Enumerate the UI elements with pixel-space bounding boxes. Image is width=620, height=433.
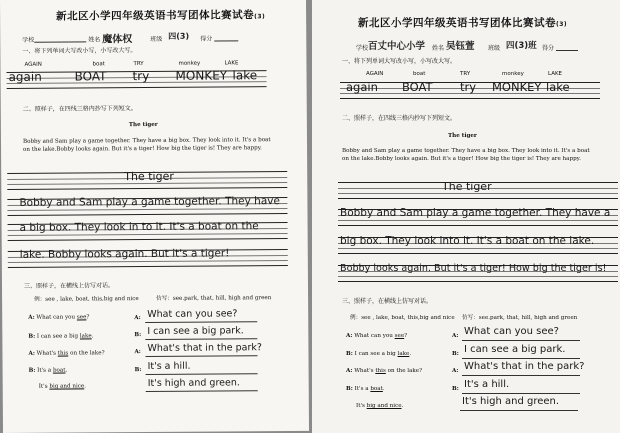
answer-2: BOAT: [402, 80, 433, 94]
dialogue-line: It's big and nice.: [38, 383, 87, 390]
word-4: monkey: [178, 60, 201, 67]
dialogue-line: A: What can you see?: [28, 314, 90, 321]
imitate-label: 仿写：see.park, that, hill, high and green: [462, 315, 578, 321]
answer-4: MONKEY: [175, 68, 228, 83]
answer-2: BOAT: [74, 69, 107, 84]
copy-line-3: a big box. They look in to it. It's a boat on the: [19, 220, 259, 234]
passage-title: The tiger: [128, 121, 158, 129]
reply-2: I can see a big park.: [464, 344, 566, 355]
reply-1: What can you see?: [147, 308, 238, 320]
section3-heading: 三、照样子，在横线上仿写对话。: [342, 298, 433, 305]
passage-text: Bobby and Sam play a game together. They have a big box. They look into it. It's a boat on the lake.Bobby looks again. But it's a tiger! How big the tiger is! They are happy.: [22, 137, 271, 153]
dialogue-line: It's big and nice.: [356, 403, 404, 409]
section2-heading: 二、照样子，在四线三格内抄写下列短文。: [342, 115, 457, 122]
word-3: TRY: [133, 60, 144, 68]
answer-3: try: [460, 80, 477, 94]
reply-speaker: A:: [134, 315, 141, 322]
word-5: LAKE: [548, 71, 563, 77]
worksheet-title: 新北区小学四年级英语书写团体比赛试卷(3): [358, 17, 568, 29]
answer-5: lake: [232, 68, 258, 83]
name-value: 魔体权: [102, 34, 133, 46]
reply-speaker: A:: [452, 333, 459, 339]
word-2: boat: [92, 61, 105, 68]
word-1: AGAIN: [24, 61, 42, 68]
answer-1: again: [346, 80, 378, 94]
passage-title: The tiger: [448, 133, 477, 139]
reply-speaker: B:: [134, 332, 142, 339]
passage-text: Bobby and Sam play a game together. They have a big box. They look into it. It's a boat on the lake.Bobby looks again. But it's a tiger! How big the tiger is! They are happy.: [342, 148, 590, 163]
school-label: 学校: [22, 36, 35, 44]
answer-4: MONKEY: [492, 80, 542, 94]
reply-speaker: B:: [134, 367, 142, 374]
reply-speaker: A:: [134, 349, 141, 356]
word-3: TRY: [460, 71, 471, 77]
dialogue-line: A: What's this on the lake?: [346, 368, 423, 374]
class-label: 班级: [150, 35, 163, 43]
name-value: 吴钰萱: [446, 41, 475, 52]
reply-speaker: B:: [452, 386, 459, 392]
class-value: 四(3)班: [506, 41, 537, 51]
copy-line-1: The tiger: [442, 180, 492, 193]
copy-line-3: big box. They look into it. It's a boat on the lake.: [340, 235, 595, 247]
school-value: 百丈中心小学: [368, 41, 426, 52]
left-worksheet: [0, 0, 309, 433]
copy-line-2: Bobby and Sam play a game together. They have a: [340, 207, 611, 219]
word-1: AGAIN: [366, 71, 384, 77]
school-label: 学校: [356, 45, 369, 52]
answer-5: lake: [546, 80, 570, 94]
dialogue-line: B: I can see a big lake.: [346, 351, 412, 357]
name-label: 姓名: [88, 36, 101, 44]
imitate-label: 仿写：see.park, that, hill, high and green: [156, 295, 272, 302]
copy-line-4: lake. Bobby looks again. But it's a tiger!: [19, 247, 230, 261]
example-label: 例：see , lake, boat, this,big and nice: [350, 315, 455, 321]
reply-5: It's high and green.: [147, 377, 240, 389]
reply-1: What can you see?: [464, 326, 559, 337]
worksheet-title: 新北区小学四年级英语书写团体比赛试卷(3): [56, 9, 266, 23]
name-label: 姓名: [432, 45, 445, 52]
copy-line-2: Bobby and Sam play a game together. They have: [19, 195, 280, 209]
reply-4: It's a hill.: [464, 379, 510, 390]
reply-5: It's high and green.: [462, 396, 560, 407]
answer-3: try: [132, 68, 150, 84]
section2-heading: 二、照样子，在四线三格内抄写下列短文。: [22, 105, 137, 113]
reply-3: What's that in the park?: [464, 361, 585, 372]
reply-4: It's a hill.: [147, 360, 191, 372]
reply-speaker: B:: [452, 351, 459, 357]
reply-2: I can see a big park.: [147, 325, 244, 337]
section1-heading: 一、将下列单词大写改小写，小写改大写。: [22, 47, 137, 55]
word-5: LAKE: [224, 60, 239, 67]
reply-3: What's that in the park?: [147, 342, 262, 354]
dialogue-line: B: It's a boat.: [28, 367, 68, 374]
answer-1: again: [8, 69, 42, 84]
section3-heading: 三、照样子，在横线上仿写对话。: [23, 282, 115, 290]
dialogue-line: A: What's this on the lake?: [28, 350, 105, 357]
dialogue-line: B: It's a boat.: [346, 386, 385, 392]
copy-line-4: Bobby looks again. But it's a tiger! How big the tiger is!: [340, 263, 607, 274]
class-value: 四(3): [168, 31, 190, 41]
score-label: 得分: [200, 35, 213, 43]
example-label: 例：see , lake, boat, this,big and nice: [34, 296, 139, 303]
dialogue-line: B: I can see a big lake.: [28, 333, 94, 340]
score-label: 得分: [542, 45, 555, 52]
copy-line-1: The tiger: [124, 169, 174, 184]
right-worksheet: [312, 0, 620, 433]
class-label: 班级: [488, 45, 501, 52]
reply-speaker: A:: [452, 368, 459, 374]
word-2: boat: [413, 71, 426, 77]
dialogue-line: A: What can you see?: [346, 333, 408, 339]
section1-heading: 一、将下列单词大写改小写，小写改大写。: [342, 58, 457, 65]
word-4: monkey: [502, 71, 524, 77]
